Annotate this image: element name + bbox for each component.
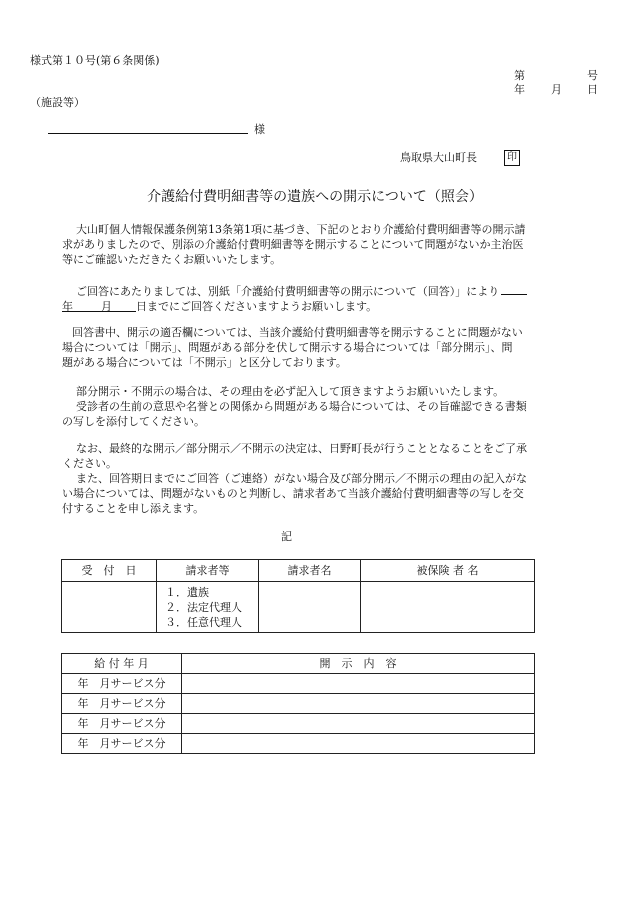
paragraph-line: 場合については「開示」、問題がある部分を伏して開示する場合については「部分開示」、問 [62,341,513,354]
option-bereaved: １．遺族 [165,585,209,599]
disclosure-content-cell [182,674,535,694]
disclosure-content-cell [182,734,535,754]
option-legal-agent: ２．法定代理人 [165,600,242,614]
benefit-month-cell: 年 月サービス分 [62,734,182,754]
blank-year [501,282,527,295]
page-title: 介護給付費明細書等の遺族への開示について（照会） [147,189,483,205]
document-number-label: 第 [514,69,525,82]
date-day: 日 [587,83,598,96]
table-row [62,582,535,633]
table-row [62,694,535,714]
benefit-month-cell: 年 月サービス分 [62,674,182,694]
paragraph-line: ください。 [62,457,117,470]
option-voluntary-agent: ３．任意代理人 [165,615,242,629]
table-row [62,674,535,694]
paragraph-2 [62,282,562,314]
paragraph-5 [62,441,562,516]
col-header-requester-type: 請求者等 [157,560,259,582]
paragraph-line: また、回答期日までにご回答（ご連絡）がない場合及び部分開示／不開示の理由の記入がな [76,472,527,485]
sender-name: 鳥取県大山町長 [400,151,477,164]
form-number: 様式第１０号(第６条関係) [30,54,160,67]
paragraph-line: 受診者の生前の意思や名誉との関係から問題がある場合については、その旨確認できる書類 [76,400,527,413]
date-month: 月 [551,83,562,96]
requester-name-cell [259,582,361,633]
col-header-received-date: 受 付 日 [62,560,157,582]
col-header-requester-name: 請求者名 [259,560,361,582]
paragraph-line: 等にご確認いただきたくお願いいたします。 [62,253,282,266]
paragraph-line: 付することを申し添えます。 [62,502,205,515]
table-row [62,734,535,754]
paragraph-line: 大山町個人情報保護条例第13条第1項に基づき、下記のとおり介護給付費明細書等の開示請 [76,223,526,236]
table-header-row [62,654,535,674]
ki-heading: 記 [281,530,292,543]
col-header-disclosure-content: 開 示 内 容 [182,654,535,674]
paragraph-3 [62,325,562,370]
benefit-month-cell: 年 月サービス分 [62,714,182,734]
table-row [62,714,535,734]
recipient-line [48,133,248,134]
col-header-benefit-month: 給 付 年 月 [62,654,182,674]
paragraph-line: 求がありましたので、別添の介護給付費明細書等を開示することについて問題がないか主治医 [62,238,524,251]
table-header-row [62,560,535,582]
seal-stamp: 印 [504,150,520,166]
requester-type-options [157,582,259,633]
disclosure-table [61,653,535,754]
paragraph-line: なお、最終的な開示／部分開示／不開示の決定は、日野町長が行うこととなることをご了承 [76,442,527,455]
request-table [61,559,535,633]
insured-name-cell [361,582,535,633]
received-date-cell [62,582,157,633]
paragraph-line: 題がある場合については「不開示」と区分しております。 [62,356,347,369]
reply-deadline-text: 日までにご回答くださいますようお願いします。 [136,300,378,313]
disclosure-content-cell [182,694,535,714]
benefit-month-cell: 年 月サービス分 [62,694,182,714]
col-header-insured-name: 被保険 者 名 [361,560,535,582]
facility-label: （施設等） [30,96,85,109]
reply-year: 年 [62,299,101,312]
paragraph-4 [62,384,562,429]
paragraph-line: の写しを添付してください。 [62,415,205,428]
reply-month: 月 [101,299,136,312]
document-number-suffix: 号 [587,69,598,82]
recipient-honorific: 様 [254,123,265,136]
disclosure-content-cell [182,714,535,734]
paragraph-line: い場合については、問題がないものと判断し、請求者あて当該介護給付費明細書等の写しを交 [62,487,524,500]
date-year: 年 [514,83,525,96]
paragraph-line: 部分開示・不開示の場合は、その理由を必ず記入して頂きますようお願いいたします。 [76,385,505,398]
paragraph-line: ご回答にあたりましては、別紙「介護給付費明細書等の開示について（回答）」により [76,285,500,298]
paragraph-line: 回答書中、開示の適否欄については、当該介護給付費明細書等を開示することに問題がない [72,326,523,339]
paragraph-1 [62,222,562,267]
